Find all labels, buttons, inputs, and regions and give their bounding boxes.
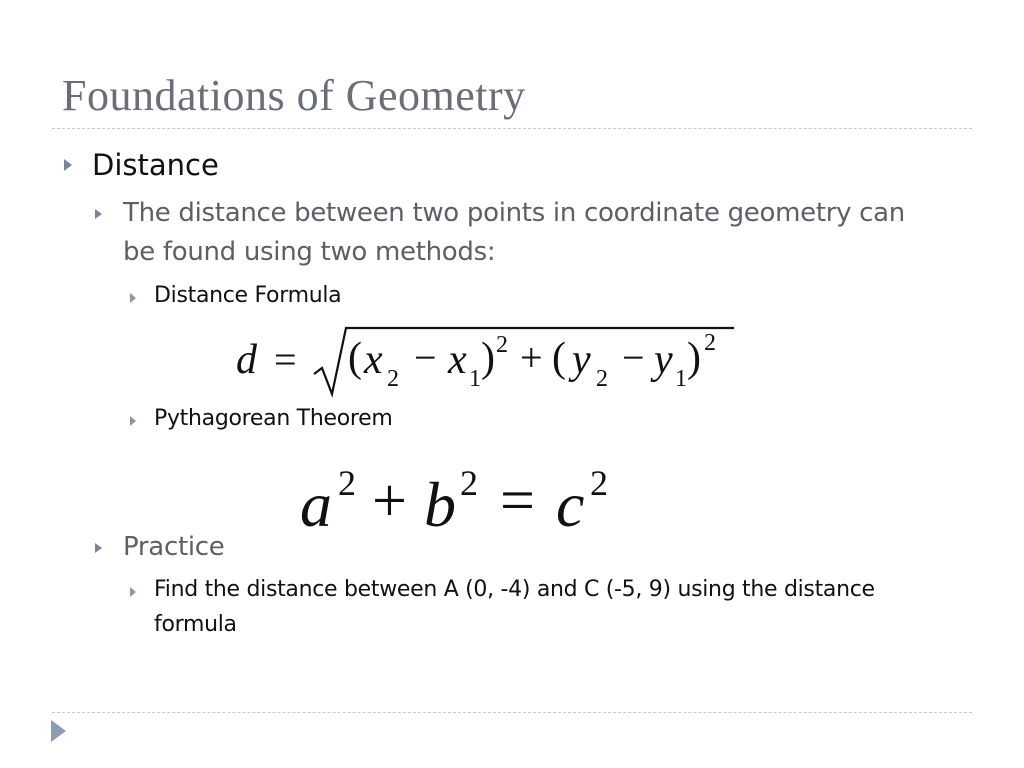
formula-x1-subscript: 1 (469, 366, 481, 392)
formula-y1: y (654, 337, 673, 383)
bullet-arrow-icon (95, 543, 102, 553)
practice-task-line1: Find the distance between A (0, -4) and C (-5, 9) using the distance (154, 577, 875, 602)
formula-c: c (556, 469, 585, 540)
formula-equals: = (274, 337, 297, 382)
play-arrow-icon[interactable] (51, 720, 66, 742)
formula-x2-subscript: 2 (387, 366, 399, 392)
pythagorean-label: Pythagorean Theorem (154, 406, 393, 431)
formula-y2-subscript: 2 (596, 366, 608, 392)
formula-y1-subscript: 1 (675, 366, 687, 392)
formula-exponent: 2 (338, 463, 356, 503)
formula-a: a (300, 469, 332, 540)
formula-exponent: 2 (704, 330, 716, 356)
formula-x2: x (364, 337, 383, 383)
bullet-arrow-icon (130, 587, 136, 597)
distance-description-line1: The distance between two points in coordinate geometry can (123, 198, 905, 228)
practice-task-line2: formula (154, 612, 237, 637)
bullet-arrow-icon (130, 416, 136, 426)
formula-x1: x (448, 337, 467, 383)
bullet-arrow-icon (95, 209, 102, 219)
formula-d: d (236, 337, 257, 383)
formula-y2: y (572, 337, 591, 383)
title-divider (52, 128, 972, 129)
slide-title: Foundations of Geometry (62, 71, 526, 120)
bullet-practice: Practice (123, 532, 225, 562)
formula-exponent: 2 (590, 463, 608, 503)
bullet-arrow-icon (64, 159, 72, 171)
formula-b: b (424, 469, 456, 540)
distance-formula: d = ( x 2 − x 1 ) 2 + ( y 2 − y 1 ) 2 (236, 322, 746, 402)
pythagorean-formula: a 2 + b 2 = c 2 (300, 463, 608, 540)
distance-formula-label: Distance Formula (154, 283, 342, 308)
formula-exponent: 2 (496, 332, 508, 358)
formula-exponent: 2 (460, 463, 478, 503)
bullet-arrow-icon (130, 293, 136, 303)
footer-divider (52, 712, 972, 713)
bullet-distance: Distance (92, 148, 219, 182)
distance-description-line2: be found using two methods: (123, 237, 496, 267)
